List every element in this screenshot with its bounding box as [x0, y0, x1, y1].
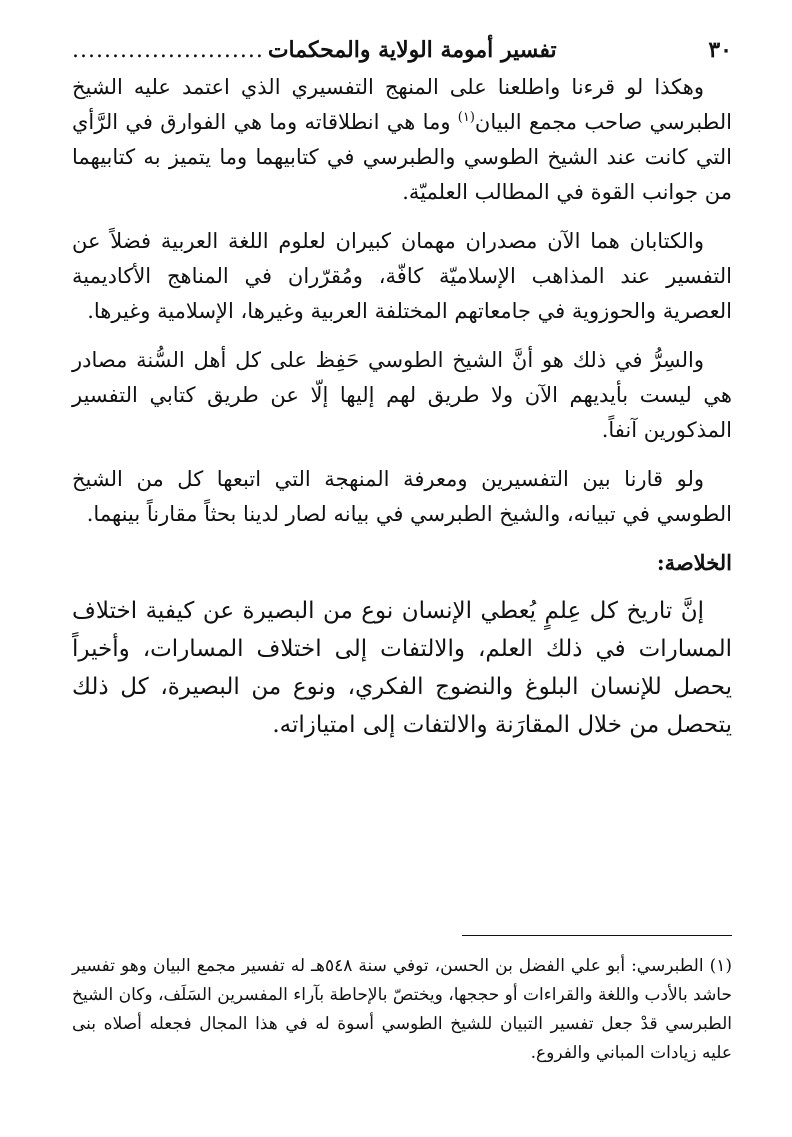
paragraph-3: والسِرُّ في ذلك هو أنَّ الشيخ الطوسي حَفِظ على كل أهل السُّنة مصادر هي ليست بأيديهم الآن ولا طريق لهم إليها إلّا عن طريق كتابي التفسير المذكورين آنفاً. [72, 348, 732, 442]
footnote-reference[interactable]: (١) [457, 110, 475, 125]
running-title: تفسير أمومة الولاية والمحكمات [267, 37, 557, 63]
paragraph-4: ولو قارنا بين التفسيرين ومعرفة المنهجة التي اتبعها كل من الشيخ الطوسي في تبيانه، والشيخ الطبرسي في بيانه لصار لدينا بحثاً مقارناً بينهما. [72, 467, 732, 526]
header-title-wrap [72, 30, 557, 71]
footnote-divider [462, 935, 732, 936]
book-page [72, 30, 732, 1110]
footnote [72, 952, 732, 1068]
section-heading-summary: الخلاصة: [656, 550, 732, 575]
paragraph-1-text: وهكذا لو قرءنا واطلعنا على المنهج التفسيري الذي اعتمد عليه الشيخ الطبرسي صاحب مجمع البيان [72, 75, 732, 134]
paragraph-1-text-after: وما هي انطلاقاته وما هي الفوارق في الرَّأي التي كانت عند الشيخ الطوسي والطبرسي في كتابيهما وما يتميز به كتابيهما من جوانب القوة في المطالب العلميّة. [72, 110, 732, 204]
footnote-text: الطبرسي: أبو علي الفضل بن الحسن، توفي سنة ٥٤٨هـ له تفسير مجمع البيان وهو تفسير حاشد بالأدب واللغة والقراءات أو حججها، ويختصّ بالإحاطة بآراء المفسرين السَلَف، وكان الشيخ الطبرسي قدْ جعل تفسير التبيان للشيخ الطوسي أسوة له في هذا المجال فجعله أصلاه بنى عليه زيادات المباني والفروع. [72, 956, 732, 1063]
page-number: ٣٠ [708, 37, 732, 63]
paragraph-2: والكتابان هما الآن مصدران مهمان كبيران لعلوم اللغة العربية فضلاً عن التفسير عند المذاهب الإسلاميّة كافّة، ومُقرّران في المناهج الأكاديمية العصرية والحوزوية في جامعاتهم المختلفة العربية وغيرها، الإسلامية وغيرها. [72, 229, 732, 323]
running-header [72, 30, 732, 70]
paragraph-1 [72, 70, 732, 210]
header-leader-dots: ........................ [72, 38, 264, 63]
footnote-number: (١) [709, 956, 732, 976]
summary-paragraph: إنَّ تاريخ كل عِلمٍ يُعطي الإنسان نوع من البصيرة عن كيفية اختلاف المسارات في ذلك العلم، والالتفات إلى اختلاف المسارات، وأخيراً يحصل للإنسان البلوغ والنضوج الفكري، ونوع من البصيرة، كل ذلك يتحصل من خلال المقارَنة والالتفات إلى امتيازاته. [72, 598, 732, 738]
body-text [72, 70, 732, 744]
